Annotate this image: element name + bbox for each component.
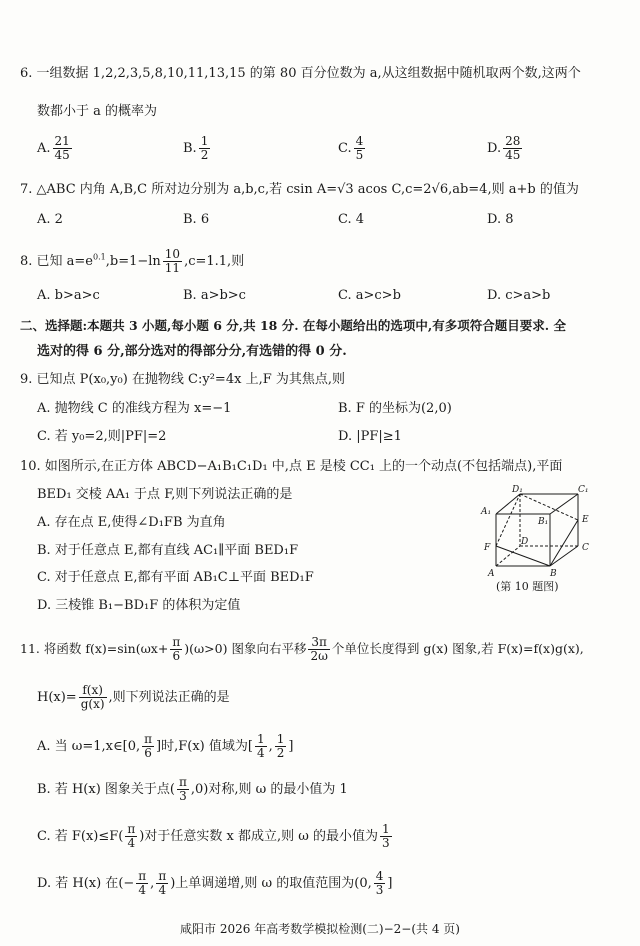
q10-option-d[interactable]: D. 三棱锥 B₁−BD₁F 的体积为定值 [37, 598, 241, 613]
section2-header-line1: 二、选择题:本题共 3 小题,每小题 6 分,共 18 分. 在每小题给出的选项中,有多项符合题目要求. 全 [20, 318, 566, 333]
q11-option-d[interactable]: D. 若 H(x) 在(− $\frac{\pi}{4}$ , $\frac{\pi}{4}$ )上单调递增,则 ω 的取值范围为(0, $\frac{4}{3}$ ] [37, 869, 393, 897]
q6-stem-line1: 6. 一组数据 1,2,2,3,5,8,10,11,13,15 的第 80 百分位数为 a,从这组数据中随机取两个数,这两个 [20, 66, 581, 81]
q11-option-c[interactable]: C. 若 F(x)≤F( $\frac{\pi}{4}$ )对于任意实数 x 都成立,则 ω 的最小值为 $\frac{1}{3}$ [37, 822, 390, 850]
q10-option-a[interactable]: A. 存在点 E,使得∠D₁FB 为直角 [37, 515, 226, 530]
q7-option-a[interactable]: A. 2 [37, 212, 63, 227]
vertex-label-f: F [484, 543, 491, 553]
q8-option-a[interactable]: A. b>a>c [37, 288, 100, 303]
q6-stem-line2: 数都小于 a 的概率为 [37, 104, 158, 119]
edge-B1C1 [550, 494, 578, 514]
vertex-label-a: A [488, 569, 495, 579]
edge-AD [496, 546, 520, 566]
q11-stem-line2: H(x)= $\frac{f(x)}{g(x)}$ ,则下列说法正确的是 [37, 683, 230, 711]
q6-option-a[interactable]: A. $\frac{21}{45}$ [37, 134, 70, 162]
segment-BF [496, 546, 550, 566]
edge-A1D1 [496, 494, 520, 514]
vertex-label-a1: A₁ [481, 507, 492, 517]
q9-option-b[interactable]: B. F 的坐标为(2,0) [338, 401, 452, 416]
q8-option-c[interactable]: C. a>c>b [338, 288, 401, 303]
vertex-label-c1: C₁ [578, 485, 589, 495]
q9-option-c[interactable]: C. 若 y₀=2,则|PF|=2 [37, 429, 167, 444]
q7-option-c[interactable]: C. 4 [338, 212, 365, 227]
edge-BC [550, 546, 578, 566]
q10-stem-line2: BED₁ 交棱 AA₁ 于点 F,则下列说法正确的是 [37, 487, 293, 502]
q8-stem: 8. 已知 $a=e^{0.1},b=1-\ln$ $\frac{10}{11}$ ,c=1.1,则 [20, 247, 245, 275]
segment-EB [550, 520, 578, 566]
q9-option-d[interactable]: D. |PF|≥1 [338, 429, 402, 444]
vertex-label-c: C [582, 543, 589, 553]
figure-caption: (第 10 题图) [496, 580, 559, 593]
q8-option-d[interactable]: D. c>a>b [487, 288, 551, 303]
q11-stem-line1: 11. 将函数 f(x)=sin(ωx+ $\frac{\pi}{6}$ )(ω>0) 图象向右平移 $\frac{3\pi}{2\omega}$ 个单位长度得到 g(x) 图象,若 F(x)=f(x)g(x), [20, 635, 584, 663]
q7-stem: 7. △ABC 内角 A,B,C 所对边分别为 a,b,c,若 csin A=√3 acos C,c=2√6,ab=4,则 a+b 的值为 [20, 182, 579, 197]
q9-stem: 9. 已知点 P(x₀,y₀) 在抛物线 C:y²=4x 上,F 为其焦点,则 [20, 372, 345, 387]
q10-stem-line1: 10. 如图所示,在正方体 ABCD−A₁B₁C₁D₁ 中,点 E 是棱 CC₁ 上的一个动点(不包括端点),平面 [20, 459, 563, 474]
vertex-label-e: E [582, 515, 589, 525]
q6-option-b[interactable]: B. $\frac{1}{2}$ [183, 134, 209, 162]
q7-option-d[interactable]: D. 8 [487, 212, 514, 227]
vertex-label-b1: B₁ [538, 517, 549, 527]
section2-header-line2: 选对的得 6 分,部分选对的得部分分,有选错的得 0 分. [37, 344, 347, 359]
page-footer: 咸阳市 2026 年高考数学模拟检测(二)−2−(共 4 页) [180, 922, 460, 936]
segment-FD1 [496, 494, 520, 546]
q11-option-b[interactable]: B. 若 H(x) 图象关于点( $\frac{\pi}{3}$ ,0)对称,则 ω 的最小值为 1 [37, 775, 348, 803]
q9-option-a[interactable]: A. 抛物线 C 的准线方程为 x=−1 [37, 401, 232, 416]
q10-option-b[interactable]: B. 对于任意点 E,都有直线 AC₁∥平面 BED₁F [37, 543, 299, 558]
q6-option-d[interactable]: D. $\frac{28}{45}$ [487, 134, 521, 162]
q11-option-a[interactable]: A. 当 ω=1,x∈[0, $\frac{\pi}{6}$ ]时,F(x) 值域为[ $\frac{1}{4}$ , $\frac{1}{2}$ ] [37, 732, 294, 760]
q10-option-c[interactable]: C. 对于任意点 E,都有平面 AB₁C⊥平面 BED₁F [37, 570, 314, 585]
segment-D1E [520, 494, 578, 520]
q8-option-b[interactable]: B. a>b>c [183, 288, 246, 303]
vertex-label-b: B [550, 569, 557, 579]
vertex-label-d1: D₁ [512, 485, 523, 495]
q7-option-b[interactable]: B. 6 [183, 212, 210, 227]
vertex-label-d: D [521, 537, 529, 547]
q6-option-c[interactable]: C. $\frac{4}{5}$ [338, 134, 364, 162]
